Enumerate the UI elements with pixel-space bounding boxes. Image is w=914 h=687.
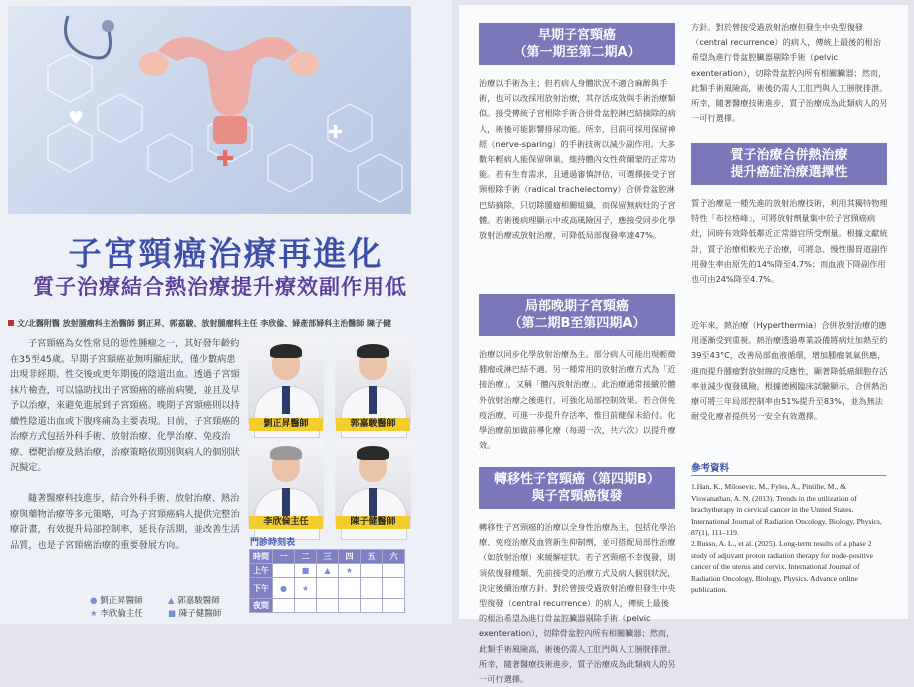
legend-item-3: [90, 607, 143, 619]
doctor-name-tag-3: 李欣倫主任: [249, 516, 323, 529]
legend-label: 陳子健醫師: [178, 609, 222, 619]
schedule-cell: [383, 578, 405, 599]
section-body-advanced: 治療以同步化學放射治療為主。部分病人可能出現輕微腫瘤或淋巴結不適。另一種常用的放射治療方式為「近接治療」，又稱「體內放射治療」，此治療通常接續於體外放射治療之後進行，可強化局部控制效果。若合併免疫治療，可進一步提升存活率，惟目前健保未給付。化學治療前加做前導化療（每週一次，共六次）以提升療效。: [479, 349, 676, 451]
metastatic-continued-text: 方針。對於曾接受過放射治療但發生中央型復發（central recurrence）的病人，傳統上最後的根治希望為進行骨盆腔臟器剔除手術（pelvic exenteration），切除骨盆腔內所有相關臟器；然而，此類手術風險高，術後仍需人工肛門與人工膀胱排泄。所幸，隨著醫療技術進步，質子治療成為此類病人的另一可行選擇。: [691, 22, 888, 124]
schedule-cell: [383, 599, 405, 613]
heading-line: 轉移性子宮頸癌（第四期B）: [494, 472, 660, 487]
references-divider: [691, 475, 886, 476]
schedule-header-cell: 二: [295, 550, 317, 564]
triangle-icon: ▲: [168, 596, 175, 606]
doctor-photo-4: [335, 440, 411, 528]
legend-label: 劉正昇醫師: [100, 596, 143, 606]
heading-line: 與子宮頸癌復發: [531, 489, 623, 504]
doctor-photo-3: [248, 440, 324, 528]
schedule-header-cell: 一: [273, 550, 295, 564]
schedule-cell: ★: [339, 564, 361, 578]
doctor-photo-2: [335, 338, 411, 426]
section-body-metastatic: 轉移性子宮頸癌的治療以全身性治療為主，包括化學治療、免疫治療及血管新生抑制劑，並可搭配局部性治療（如放射治療）來緩解症狀。若子宮頸癌不幸復發，則須依復發種類、先前接受的治療方式及病人個別狀況，決定後續治療方針。對於曾接受過放射治療但發生中央型復發（central recurrence）的病人，傳統上最後的根治希望為進行骨盆腔臟器剔除手術（pelvic exenteration），切除骨盆腔內所有相關臟器；然而，此類手術風險高，術後仍需人工肛門與人工膀胱排泄。所幸，隨著醫療技術進步，質子治療成為此類病人的另一可行選擇。: [479, 522, 676, 685]
heading-line: （第二期B至第四期A）: [508, 316, 646, 331]
hero-image: [8, 6, 411, 214]
schedule-cell: [361, 564, 383, 578]
heading-line: 局部晚期子宮頸癌: [524, 299, 629, 314]
svg-text:✚: ✚: [216, 147, 235, 172]
byline: [8, 318, 391, 329]
schedule-cell: [361, 578, 383, 599]
legend-item-2: [168, 594, 220, 606]
schedule-title: 門診時刻表: [250, 538, 296, 548]
schedule-header-cell: 六: [383, 550, 405, 564]
schedule-header-cell: 四: [339, 550, 361, 564]
schedule-cell: [383, 564, 405, 578]
second-paragraph: 隨著醫療科技進步，結合外科手術、放射治療、熱治療與藥物治療等多元策略，可為子宮頸癌病人提供完整治療計畫，有效提升局部控制率，延長存活期，並改善生活品質，也是子宮頸癌治療的重要發展方向。: [10, 493, 240, 551]
schedule-row-label: 夜間: [250, 599, 273, 613]
section-heading-advanced: [479, 294, 675, 336]
article-subtitle: 質子治療結合熱治療提升療效副作用低: [33, 275, 407, 299]
schedule-cell: ■: [295, 564, 317, 578]
schedule-row-night: [250, 599, 405, 613]
schedule-cell: [361, 599, 383, 613]
section-body-proton: 質子治療是一種先進的放射治療技術，利用其獨特物理特性「布拉格峰」，可將放射劑量集中於子宮頸癌病灶，同時有效降低鄰近正常器官所受劑量。根據文獻統計，質子治療相較光子治療，可將急、慢性腸胃道副作用發生率由原先的14%降至4.7%；而血液下降副作用也可由24%降至4.7%。: [691, 198, 888, 285]
section-heading-early: [479, 23, 675, 65]
schedule-header-cell: 三: [317, 550, 339, 564]
schedule-header-cell: 時間: [250, 550, 273, 564]
article-title: 子宮頸癌治療再進化: [68, 234, 384, 273]
bullet-square-icon: [8, 320, 14, 326]
byline-text: 文/北醫附醫 放射腫瘤科主治醫師 劉正昇、郭嘉駿、放射腫瘤科主任 李欣倫、婦產部婦科主治醫師 陳子健: [17, 319, 392, 328]
legend-item-1: [90, 594, 143, 606]
square-icon: ■: [168, 609, 177, 619]
heading-line: 提升癌症治療選擇性: [730, 165, 848, 180]
schedule-header-row: [250, 550, 405, 564]
schedule-cell: [295, 599, 317, 613]
schedule-cell: [273, 564, 295, 578]
schedule-row-afternoon: [250, 578, 405, 599]
schedule-cell: [339, 599, 361, 613]
schedule-cell: [317, 599, 339, 613]
legend-label: 李欣倫主任: [100, 609, 143, 619]
star-icon: ★: [90, 609, 98, 619]
schedule-cell: ●: [273, 578, 295, 599]
schedule-row-label: 下午: [250, 578, 273, 599]
intro-paragraph: 子宮頸癌為女性常見的惡性腫瘤之一，其好發年齡約在35至45歲。早期子宮頸癌並無明顯症狀，僅少數病患出現非經期、性交後或更年期後的陰道出血。透過子宮頸抹片檢查，可以協助找出子宮頸癌的癌前病變，並且及早予以治療，來避免進展到子宮頸癌。晚期子宮頸癌則以持續性陰道出血或下腹疼痛為主要表現。目前，子宮頸癌的治療方式包括外科手術、放射治療、化學治療、免疫治療、標靶治療及熱治療，治療策略依期別與病人的個別狀況擬定。: [10, 338, 240, 473]
doctor-name-tag-1: 劉正昇醫師: [249, 418, 323, 431]
doctor-name-tag-4: 陳子健醫師: [336, 516, 410, 529]
schedule-row-label: 上午: [250, 564, 273, 578]
schedule-cell: ▲: [317, 564, 339, 578]
schedule-cell: ★: [295, 578, 317, 599]
schedule-row-morning: [250, 564, 405, 578]
legend-label: 郭嘉駿醫師: [177, 596, 220, 606]
reference-item-2: 2.Russo, A. L., et al. (2025). Long-term results of a phase 2 study of adjuvant proton radiation therapy for node-positive cancer of the uterus and cervix. International Journal of Radiation Oncology, Biology, Physics. Advance online publication.: [691, 539, 873, 595]
schedule-cell: [273, 599, 295, 613]
heading-line: （第一期至第二期A）: [513, 45, 641, 60]
section-body-hyperthermia: 近年來，熱治療（Hyperthermia）合併放射治療的應用逐漸受到重視。熱治療透過專業設備將病灶加熱至約39至43°C，改善局部血液循環，增加腫瘤氧氣供應，進而提升腫瘤對放射線的反應性，顯著降低癌細胞存活率並減少復發風險。根據德國臨床試驗顯示，合併熱治療可將三年局部控制率由51%提升至83%，並為無法耐受化療者提供另一安全有效選擇。: [691, 320, 888, 422]
left-page: [0, 0, 452, 624]
schedule-cell: [317, 578, 339, 599]
doctor-name-tag-2: 郭嘉駿醫師: [336, 418, 410, 431]
circle-icon: ●: [90, 596, 98, 606]
reference-item-1: 1.Han, K., Milosevic, M., Fyles, A., Pintilie, M., & Viswanathan, A. N. (2013). Trends in the utilization of brachytherapy in cervical cancer in the United States. International Journal of Radiation Oncology, Biology, Physics, 87(1), 111–119.: [691, 482, 882, 538]
doctor-photo-1: [248, 338, 324, 426]
heading-line: 早期子宮頸癌: [537, 28, 616, 43]
schedule-header-cell: 五: [361, 550, 383, 564]
references-heading: 參考資料: [691, 463, 730, 474]
section-heading-metastatic: [479, 467, 675, 509]
section-heading-proton: [691, 143, 887, 185]
section-body-early: 治療以手術為主；但若病人身體狀況不適合麻醉與手術，也可以改採用放射治療，其存活成效與手術治療類似。接受傳統子宮根除手術合併骨盆腔淋巴結摘除的病人，術後可能影響排尿功能。所幸，目前可採用保留神經（nerve-sparing）的手術技術以減少副作用。大多數年輕病人能保留卵巢，維持體內女性荷爾蒙的正常功能。若有生育需求，且通過審慎評估，可選擇接受子宮頸根除手術（radical trachelectomy）合併骨盆腔淋巴結摘除，只切除腫瘤相關組織，而保留無病灶的子宮體。若術後病理顯示中或高風險因子，應接受同步化學放射治療或放射治療，可降低局部復發率達47%。: [479, 78, 676, 241]
medical-illustration: [8, 6, 411, 214]
svg-text:♥: ♥: [68, 108, 85, 129]
svg-text:✚: ✚: [328, 122, 344, 143]
right-page: [459, 5, 908, 685]
clinic-schedule-table: [249, 549, 405, 613]
schedule-cell: [339, 578, 361, 599]
heading-line: 質子治療合併熱治療: [730, 148, 848, 163]
legend-item-4: [168, 607, 221, 619]
